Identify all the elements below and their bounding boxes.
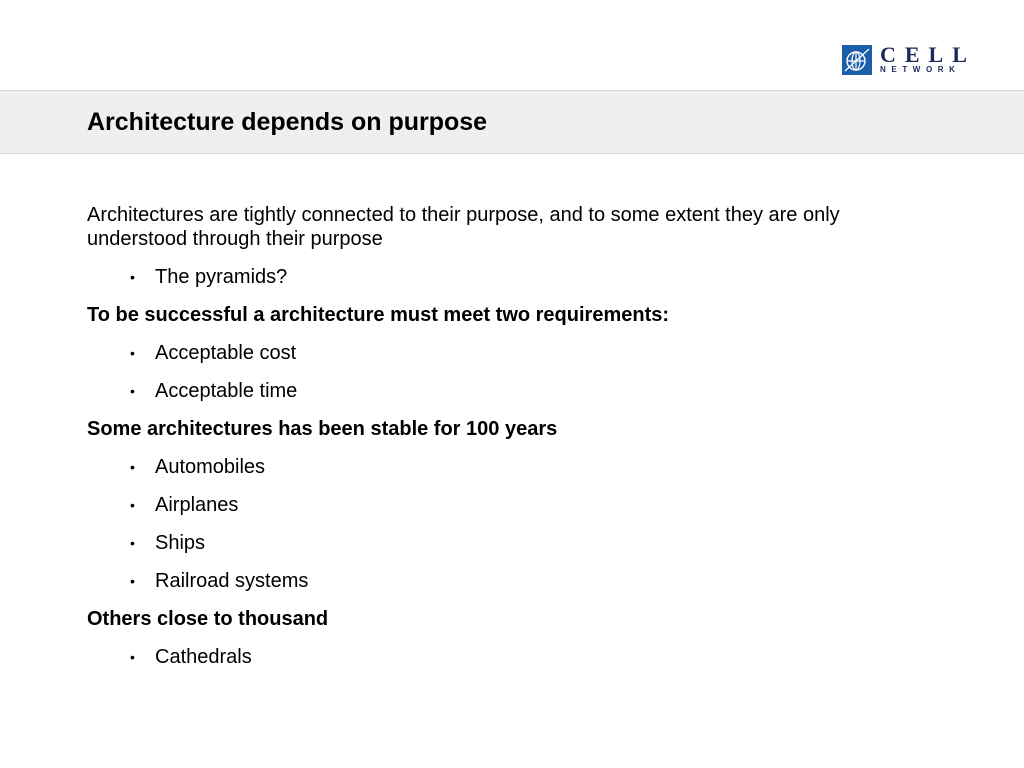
globe-grid-icon <box>842 45 872 75</box>
bullet-dot: • <box>130 497 135 513</box>
bullet-dot: • <box>130 573 135 589</box>
slide-content <box>87 203 917 683</box>
bullet-text: Cathedrals <box>155 646 252 668</box>
bullet-text: The pyramids? <box>155 266 288 288</box>
logo-subtitle: NETWORK <box>880 64 961 74</box>
section-heading: To be successful a architecture must meet two requirements: <box>87 304 670 326</box>
section-heading: Others close to thousand <box>87 608 329 630</box>
bullet-dot: • <box>130 649 135 665</box>
bullet-dot: • <box>130 269 135 285</box>
bullet-item <box>87 341 917 365</box>
bullet-text: Airplanes <box>155 494 239 516</box>
bullet-dot: • <box>130 345 135 361</box>
bullet-item <box>87 569 917 593</box>
section-heading: Some architectures has been stable for 100 years <box>87 418 558 440</box>
bullet-dot: • <box>130 383 135 399</box>
bullet-text: Automobiles <box>155 456 266 478</box>
intro-paragraph: Architectures are tightly connected to their purpose, and to some extent they are only understood through their purpose <box>87 204 840 250</box>
bullet-dot: • <box>130 459 135 475</box>
slide-title: Architecture depends on purpose <box>87 108 488 136</box>
logo-wordmark: CELL <box>880 41 976 67</box>
bullet-text: Acceptable time <box>155 380 298 402</box>
bullet-item <box>87 455 917 479</box>
bullet-item <box>87 645 917 669</box>
bullet-text: Acceptable cost <box>155 342 297 364</box>
bullet-text: Railroad systems <box>155 570 309 592</box>
bullet-item <box>87 265 917 289</box>
cell-network-logo <box>842 41 976 76</box>
bullet-text: Ships <box>155 532 206 554</box>
bullet-item <box>87 531 917 555</box>
bullet-dot: • <box>130 535 135 551</box>
title-band <box>0 90 1024 154</box>
bullet-item <box>87 493 917 517</box>
bullet-item <box>87 379 917 403</box>
